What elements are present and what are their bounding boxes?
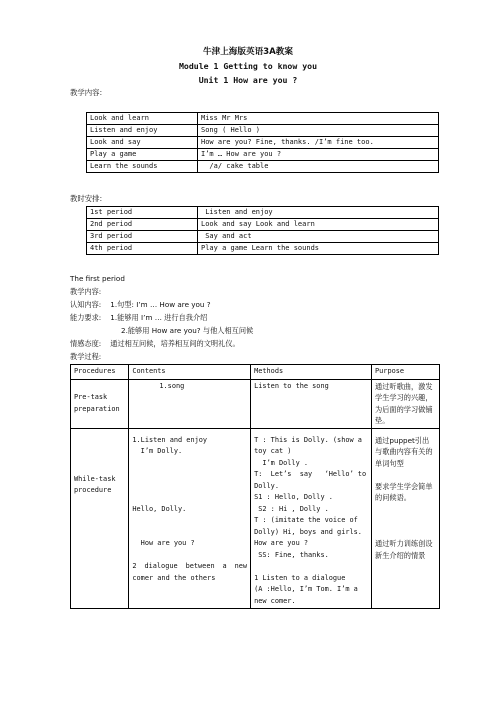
module-title: Module 1 Getting to know you <box>178 61 318 71</box>
table-cell: Listen and enjoy <box>198 207 439 219</box>
table-cell: Miss Mr Mrs <box>198 113 439 125</box>
table-row <box>71 428 440 609</box>
table-row <box>71 379 440 428</box>
method-line: I’m Dolly . <box>254 458 309 467</box>
procedure-cell: Pre-task preparation <box>71 379 129 428</box>
table-row <box>87 161 439 173</box>
method-line: S1 : Hello, Dolly . <box>254 493 333 501</box>
content-line: I’m Dolly. <box>132 447 183 455</box>
method-cell: Listen to the song <box>251 379 372 428</box>
table-row <box>87 137 439 149</box>
content-label: 教学内容: <box>70 88 103 97</box>
table-cell: Look and say <box>87 137 198 149</box>
table-cell: I’m … How are you ? <box>198 149 439 161</box>
process-label: 教学过程: <box>70 352 102 361</box>
table-cell: Look and learn <box>87 113 198 125</box>
content-line: How are you ? <box>132 539 195 547</box>
procedure-table <box>70 364 440 609</box>
cognitive-line: 认知内容: 1.句型: I’m … How are you ? <box>70 300 211 309</box>
table-cell: How are you? Fine, thanks. /I’m fine too. <box>198 137 439 149</box>
table-cell: Play a game <box>87 149 198 161</box>
purpose-line: 通过puppet引出与歌曲内容有关的单词句型 <box>375 435 433 468</box>
ability-line-2: 2.能够用 How are you? 与他人相互问候 <box>121 326 254 335</box>
table-row <box>87 219 439 231</box>
method-line: S2 : Hi , Dolly . <box>254 504 329 513</box>
table-cell: 1st period <box>87 207 198 219</box>
content-cell: 1.song <box>129 379 251 428</box>
table-cell: Say and act <box>198 231 439 243</box>
ability-line-1: 能力要求: 1.能够用 I’m … 进行自我介绍 <box>70 313 208 322</box>
table-cell: Listen and enjoy <box>87 125 198 137</box>
schedule-label: 教时安排: <box>70 194 103 203</box>
method-line: (A :Hello, I’m Tom. I’m a new comer. <box>254 585 358 605</box>
content-line: Hello, Dolly. <box>132 504 187 513</box>
unit-title: Unit 1 How are you ? <box>198 75 298 85</box>
period-content-label: 教学内容: <box>70 287 102 296</box>
table-cell: Learn the sounds <box>87 161 198 173</box>
table-row <box>87 125 439 137</box>
purpose-cell <box>372 428 440 609</box>
table-cell: /a/ cake table <box>198 161 439 173</box>
method-line: T : This is Dolly. (show a toy cat ) <box>254 435 362 455</box>
purpose-cell: 通过听歌曲，激发学生学习的兴趣，为后面的学习做铺垫。 <box>372 379 440 428</box>
procedure-cell: While-task procedure <box>71 428 129 609</box>
period-heading: The first period <box>70 274 125 283</box>
method-line: 1 Listen to a dialogue <box>254 573 346 582</box>
table-cell: 3rd period <box>87 231 198 243</box>
content-line: 2 dialogue between a new comer and the others <box>132 562 248 582</box>
table-row <box>87 243 439 255</box>
content-line: 1.Listen and enjoy <box>132 435 208 444</box>
method-line: T: Let’s say ‘Hello’ to Dolly. <box>254 470 371 490</box>
content-table <box>86 112 439 173</box>
method-cell <box>251 428 372 609</box>
method-line: SS: Fine, thanks. <box>254 550 329 559</box>
table-row <box>87 149 439 161</box>
table-row <box>87 207 439 219</box>
period-table <box>86 206 439 255</box>
table-cell: 2nd period <box>87 219 198 231</box>
table-cell: 4th period <box>87 243 198 255</box>
document-title: 牛津上海版英语3A教案 <box>203 47 293 57</box>
header-cell: Procedures <box>71 365 129 380</box>
table-row <box>87 231 439 243</box>
content-cell <box>129 428 251 609</box>
purpose-line: 要求学生学会简单的问候语。 <box>375 481 433 502</box>
header-cell: Purpose <box>372 365 440 380</box>
table-header-row <box>71 365 440 380</box>
table-cell: Look and say Look and learn <box>198 219 439 231</box>
header-cell: Methods <box>251 365 372 380</box>
attitude-line: 情感态度: 通过相互问候，培养相互间的文明礼仪。 <box>70 339 240 348</box>
table-cell: Play a game Learn the sounds <box>198 243 439 255</box>
header-cell: Contents <box>129 365 251 380</box>
table-row <box>87 113 439 125</box>
table-cell: Song ( Hello ) <box>198 125 439 137</box>
method-line: T : (imitate the voice of Dolly) Hi, boys and girls. How are you ? <box>254 516 362 547</box>
purpose-line: 通过听力训练创设新生介绍的情景 <box>375 539 433 560</box>
